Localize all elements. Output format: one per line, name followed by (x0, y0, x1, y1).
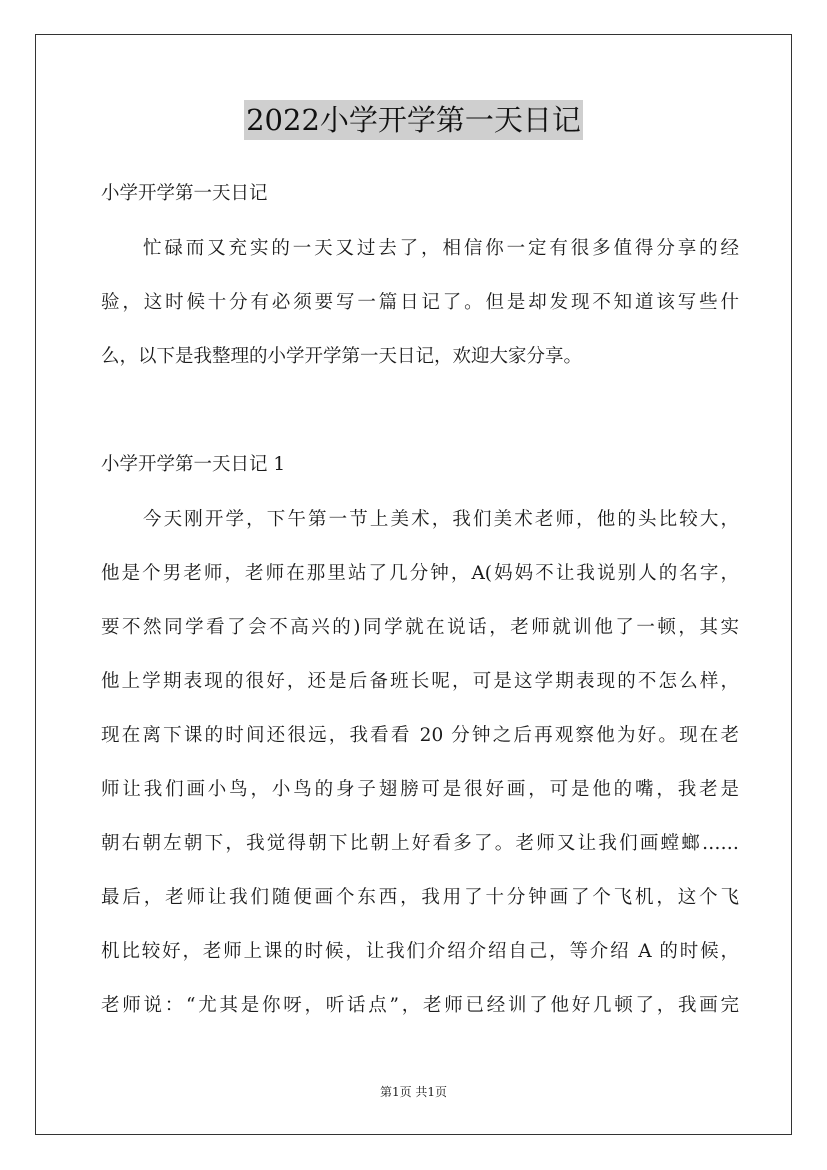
section-heading: 小学开学第一天日记 1 (101, 454, 286, 475)
body-line: 他是个男老师，老师在那里站了几分钟，A(妈妈不让我说别人的名字， (101, 563, 739, 584)
body-line: 他上学期表现的很好，还是后备班长呢，可是这学期表现的不怎么样， (101, 671, 739, 692)
body-line: 朝右朝左朝下，我觉得朝下比朝上好看多了。老师又让我们画螳螂…… (101, 833, 739, 854)
body-line: 师让我们画小鸟，小鸟的身子翅膀可是很好画，可是他的嘴，我老是 (101, 779, 739, 800)
body-line: 最后，老师让我们随便画个东西，我用了十分钟画了个飞机，这个飞 (101, 887, 739, 908)
document-heading: 小学开学第一天日记 (101, 183, 268, 204)
intro-line: 验，这时候十分有必须要写一篇日记了。但是却发现不知道该写些什 (101, 292, 739, 313)
body-line: 要不然同学看了会不高兴的)同学就在说话，老师就训他了一顿，其实 (101, 617, 739, 638)
intro-line: 么，以下是我整理的小学开学第一天日记，欢迎大家分享。 (101, 346, 583, 367)
page-footer: 第1页 共1页 (379, 1085, 448, 1099)
body-line: 现在离下课的时间还很远，我看看 20 分钟之后再观察他为好。现在老 (101, 725, 739, 746)
title-container (0, 100, 827, 140)
document-title: 2022小学开学第一天日记 (244, 100, 583, 140)
body-line: 今天刚开学，下午第一节上美术，我们美术老师，他的头比较大， (143, 509, 739, 530)
body-line: 老师说：“尤其是你呀，听话点”，老师已经训了他好几顿了，我画完 (101, 995, 739, 1016)
body-line: 机比较好，老师上课的时候，让我们介绍介绍自己，等介绍 A 的时候， (101, 941, 739, 962)
intro-line: 忙碌而又充实的一天又过去了，相信你一定有很多值得分享的经 (143, 238, 739, 259)
